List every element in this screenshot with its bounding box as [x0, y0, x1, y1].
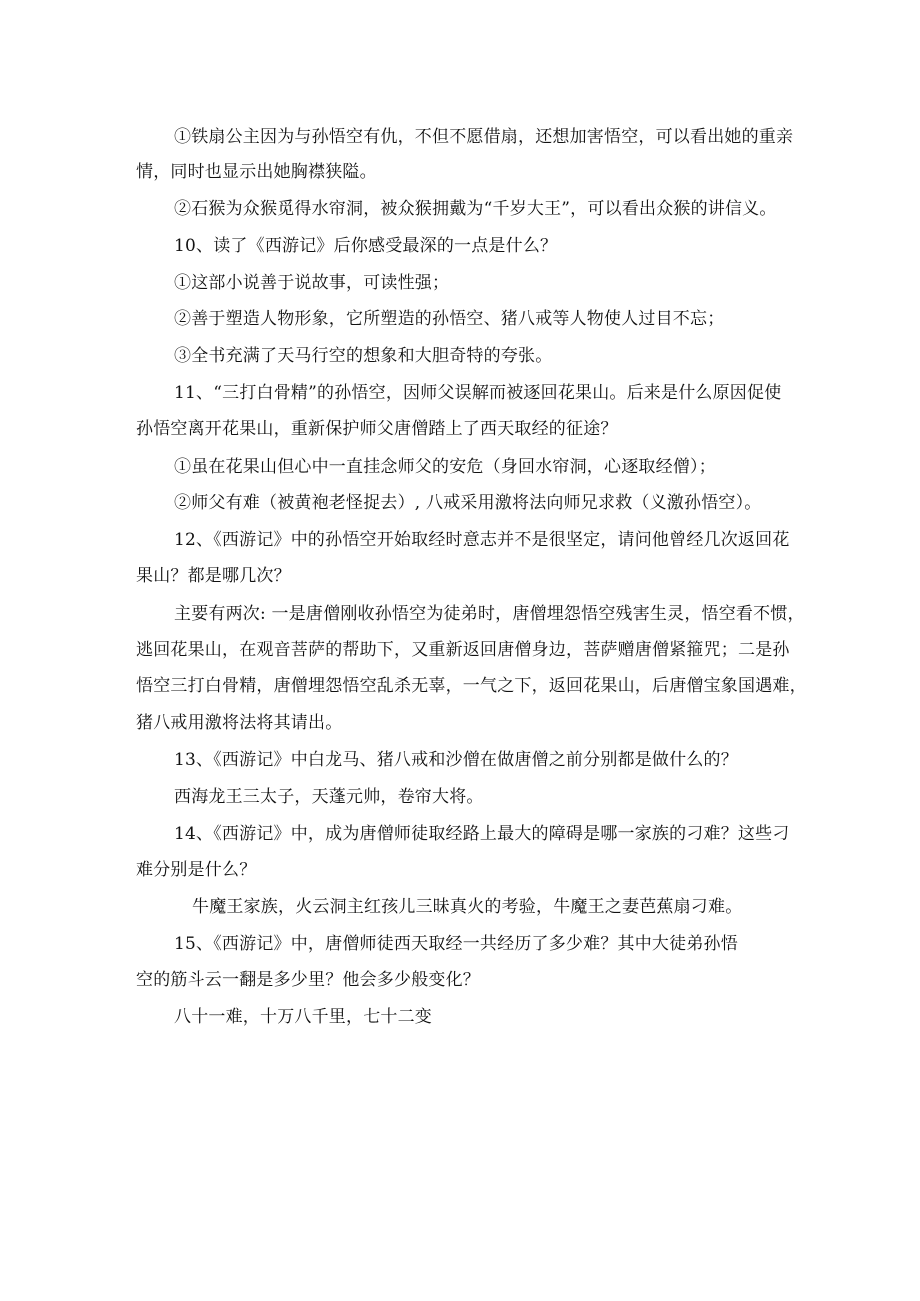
question-line: 10、读了《西游记》后你感受最深的一点是什么？ — [174, 236, 558, 256]
answer-line: ①虽在花果山但心中一直挂念师父的安危（身回水帘洞，心逐取经僧）； — [174, 457, 716, 477]
question-line: 空的筋斗云一翻是多少里？他会多少般变化？ — [136, 970, 480, 990]
answer-line: 逃回花果山，在观音菩萨的帮助下，又重新返回唐僧身边，菩萨赠唐僧紧箍咒；二是孙 — [136, 640, 790, 660]
answer-line: ③全书充满了天马行空的想象和大胆奇特的夸张。 — [174, 346, 553, 366]
question-line: 15、《西游记》中，唐僧师徒西天取经一共经历了多少难？其中大徒弟孙悟 — [174, 934, 738, 954]
question-line: 孙悟空离开花果山，重新保护师父唐僧踏上了西天取经的征途？ — [136, 419, 618, 439]
answer-line: 猪八戒用激将法将其请出。 — [136, 713, 343, 733]
answer-line: ②善于塑造人物形象，它所塑造的孙悟空、猪八戒等人物使人过目不忘； — [174, 309, 725, 329]
answer-line: ①这部小说善于说故事，可读性强； — [174, 273, 450, 293]
question-line: 12、《西游记》中的孙悟空开始取经时意志并不是很坚定，请问他曾经几次返回花 — [174, 530, 790, 550]
answer-line: 八十一难，十万八千里，七十二变 — [174, 1007, 432, 1027]
question-line: 13、《西游记》中白龙马、猪八戒和沙僧在做唐僧之前分别都是做什么的？ — [174, 750, 738, 770]
answer-line: 悟空三打白骨精，唐僧埋怨悟空乱杀无辜，一气之下，返回花果山，后唐僧宝象国遇难， — [136, 676, 807, 696]
question-line: 11、“三打白骨精”的孙悟空，因师父误解而被逐回花果山。后来是什么原因促使 — [174, 383, 782, 403]
answer-line: 牛魔王家族，火云洞主红孩儿三昧真火的考验，牛魔王之妻芭蕉扇刁难。 — [192, 897, 743, 917]
text-line: ②石猴为众猴觅得水帘洞，被众猴拥戴为“千岁大王”，可以看出众猴的讲信义。 — [174, 199, 777, 219]
text-line: 情，同时也显示出她胸襟狭隘。 — [136, 162, 377, 182]
question-line: 难分别是什么？ — [136, 860, 257, 880]
question-line: 14、《西游记》中，成为唐僧师徒取经路上最大的障碍是哪一家族的刁难？这些刁 — [174, 824, 790, 844]
answer-line: 西海龙王三太子，天蓬元帅，卷帘大将。 — [174, 787, 484, 807]
answer-line: ②师父有难（被黄袍老怪捉去）, 八戒采用激将法向师兄求救（义激孙悟空）。 — [174, 493, 762, 513]
text-line: ①铁扇公主因为与孙悟空有仇，不但不愿借扇，还想加害悟空，可以看出她的重亲 — [174, 127, 794, 147]
answer-line: 主要有两次: 一是唐僧刚收孙悟空为徒弟时，唐僧埋怨悟空残害生灵，悟空看不惯， — [174, 604, 805, 624]
question-line: 果山？都是哪几次？ — [136, 566, 291, 586]
